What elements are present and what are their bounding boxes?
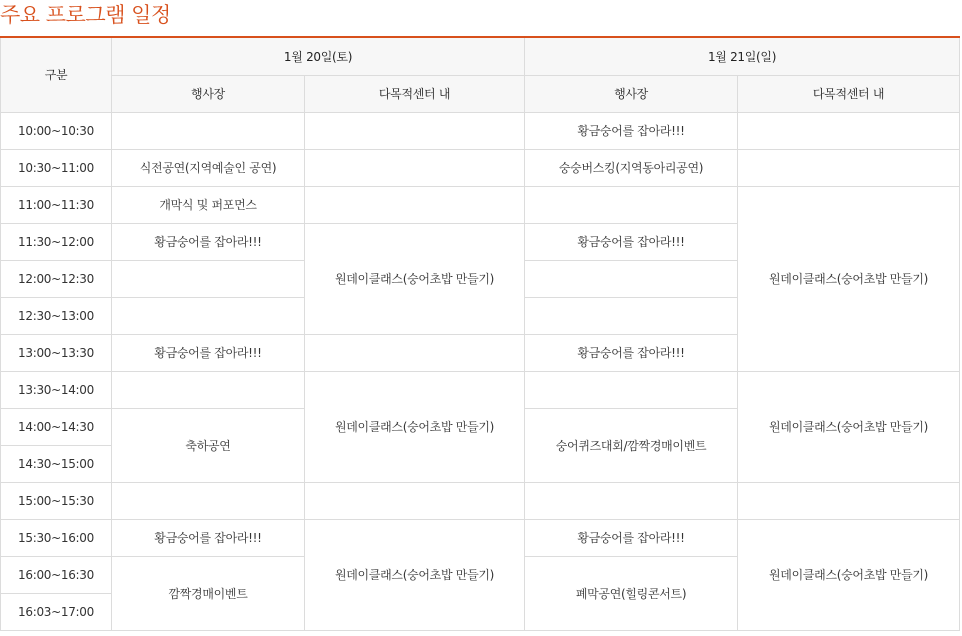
header-category: 구분 bbox=[1, 37, 112, 112]
time-cell: 15:00~15:30 bbox=[1, 482, 112, 519]
schedule-cell bbox=[305, 112, 525, 149]
schedule-cell: 숭어퀴즈대회/깜짝경매이벤트 bbox=[525, 408, 738, 482]
time-cell: 14:00~14:30 bbox=[1, 408, 112, 445]
time-cell: 11:00~11:30 bbox=[1, 186, 112, 223]
table-row bbox=[1, 149, 960, 186]
table-row bbox=[1, 519, 960, 556]
table-row bbox=[1, 186, 960, 223]
schedule-cell bbox=[525, 260, 738, 297]
schedule-cell bbox=[112, 297, 305, 334]
page-title: 주요 프로그램 일정 bbox=[0, 3, 171, 27]
time-cell: 14:30~15:00 bbox=[1, 445, 112, 482]
schedule-cell: 원데이클래스(숭어초밥 만들기) bbox=[305, 371, 525, 482]
schedule-cell: 황금숭어를 잡아라!!! bbox=[112, 334, 305, 371]
header-day1: 1월 20일(토) bbox=[112, 37, 525, 75]
schedule-cell bbox=[738, 112, 960, 149]
schedule-cell bbox=[305, 186, 525, 223]
schedule-cell bbox=[305, 334, 525, 371]
schedule-cell bbox=[525, 482, 738, 519]
schedule-cell: 황금숭어를 잡아라!!! bbox=[112, 223, 305, 260]
schedule-cell: 원데이클래스(숭어초밥 만들기) bbox=[738, 519, 960, 630]
schedule-cell: 황금숭어를 잡아라!!! bbox=[525, 112, 738, 149]
schedule-cell bbox=[525, 371, 738, 408]
time-cell: 15:30~16:00 bbox=[1, 519, 112, 556]
time-cell: 13:30~14:00 bbox=[1, 371, 112, 408]
time-cell: 16:00~16:30 bbox=[1, 556, 112, 593]
schedule-table bbox=[0, 36, 960, 631]
schedule-cell bbox=[525, 297, 738, 334]
time-cell: 10:30~11:00 bbox=[1, 149, 112, 186]
schedule-cell: 황금숭어를 잡아라!!! bbox=[525, 223, 738, 260]
schedule-cell: 황금숭어를 잡아라!!! bbox=[525, 519, 738, 556]
schedule-cell bbox=[305, 149, 525, 186]
schedule-cell bbox=[738, 149, 960, 186]
header-day2-center: 다목적센터 내 bbox=[738, 75, 960, 112]
table-row bbox=[1, 112, 960, 149]
table-row bbox=[1, 371, 960, 408]
schedule-cell bbox=[112, 112, 305, 149]
schedule-cell: 원데이클래스(숭어초밥 만들기) bbox=[738, 186, 960, 371]
schedule-cell bbox=[305, 482, 525, 519]
schedule-cell bbox=[525, 186, 738, 223]
schedule-cell: 폐막공연(힐링콘서트) bbox=[525, 556, 738, 630]
time-cell: 12:30~13:00 bbox=[1, 297, 112, 334]
schedule-cell: 황금숭어를 잡아라!!! bbox=[525, 334, 738, 371]
header-day1-venue: 행사장 bbox=[112, 75, 305, 112]
schedule-cell bbox=[112, 260, 305, 297]
header-day1-center: 다목적센터 내 bbox=[305, 75, 525, 112]
time-cell: 12:00~12:30 bbox=[1, 260, 112, 297]
schedule-cell: 황금숭어를 잡아라!!! bbox=[112, 519, 305, 556]
schedule-cell: 원데이클래스(숭어초밥 만들기) bbox=[738, 371, 960, 482]
time-cell: 16:03~17:00 bbox=[1, 593, 112, 630]
header-day2-venue: 행사장 bbox=[525, 75, 738, 112]
schedule-cell bbox=[112, 482, 305, 519]
schedule-cell: 개막식 및 퍼포먼스 bbox=[112, 186, 305, 223]
schedule-cell: 식전공연(지역예술인 공연) bbox=[112, 149, 305, 186]
schedule-cell: 원데이클래스(숭어초밥 만들기) bbox=[305, 519, 525, 630]
table-row bbox=[1, 482, 960, 519]
schedule-cell bbox=[738, 482, 960, 519]
time-cell: 10:00~10:30 bbox=[1, 112, 112, 149]
header-day2: 1월 21일(일) bbox=[525, 37, 960, 75]
schedule-cell: 숭숭버스킹(지역동아리공연) bbox=[525, 149, 738, 186]
schedule-cell: 깜짝경매이벤트 bbox=[112, 556, 305, 630]
time-cell: 13:00~13:30 bbox=[1, 334, 112, 371]
schedule-cell bbox=[112, 371, 305, 408]
header-row-locations bbox=[1, 75, 960, 112]
time-cell: 11:30~12:00 bbox=[1, 223, 112, 260]
schedule-cell: 원데이클래스(숭어초밥 만들기) bbox=[305, 223, 525, 334]
header-row-days bbox=[1, 37, 960, 75]
schedule-cell: 축하공연 bbox=[112, 408, 305, 482]
schedule-table-wrapper bbox=[0, 36, 962, 631]
